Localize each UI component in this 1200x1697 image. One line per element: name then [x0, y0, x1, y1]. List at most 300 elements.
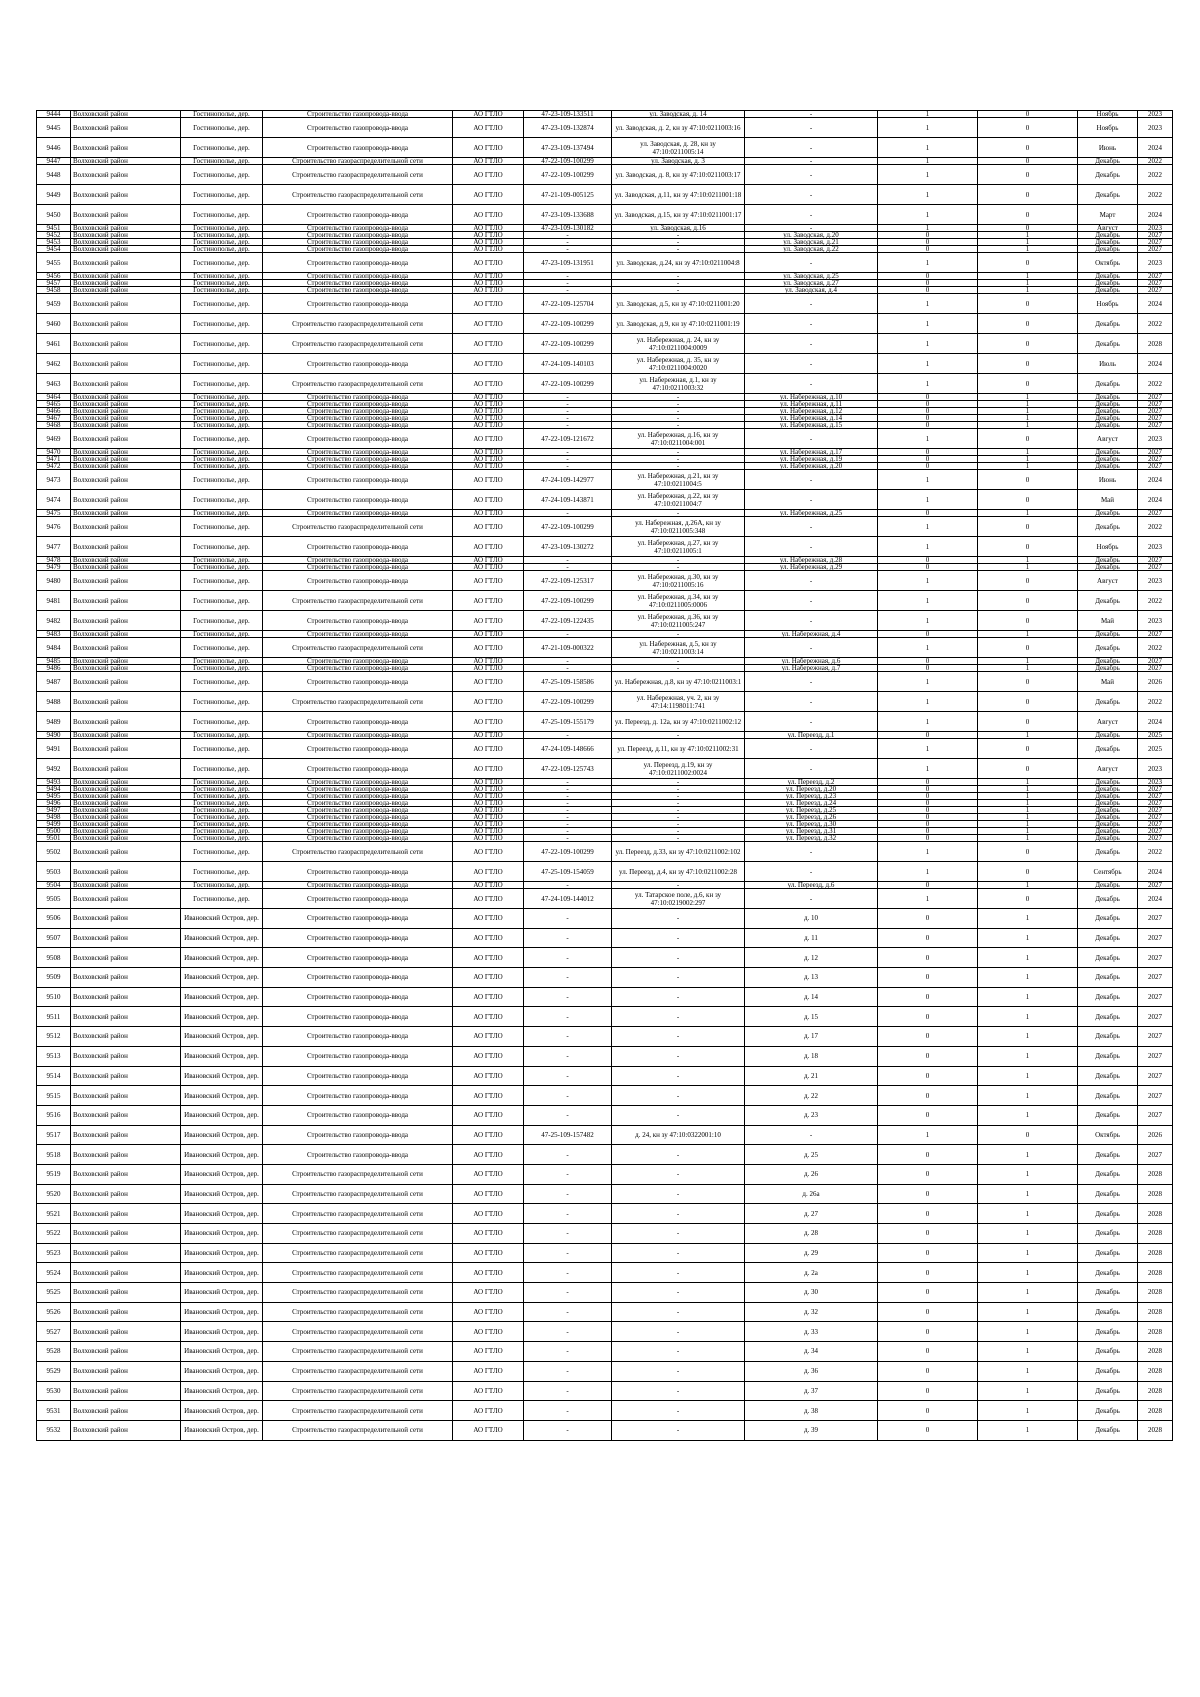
application-number-cell: 47-22-109-100299 [524, 517, 612, 537]
application-number-cell: - [524, 1263, 612, 1283]
month-cell: Декабрь [1078, 1381, 1138, 1401]
planned-address-cell: - [745, 253, 878, 273]
row-number: 9476 [37, 517, 71, 537]
settlement-cell: Гостинополье, дер. [181, 537, 263, 557]
address-cell: - [612, 1283, 745, 1303]
month-cell: Декабрь [1078, 928, 1138, 948]
count-a-cell: 0 [878, 909, 978, 929]
month-cell: Ноябрь [1078, 537, 1138, 557]
district-cell: Волховский район [71, 882, 181, 889]
work-type-cell: Строительство газопровода-ввода [263, 611, 453, 631]
application-number-cell: 47-25-109-155179 [524, 712, 612, 732]
application-number-cell: - [524, 882, 612, 889]
work-type-cell: Строительство газопровода-ввода [263, 232, 453, 239]
count-b-cell: 1 [978, 732, 1078, 739]
table-row [37, 779, 1173, 786]
month-cell: Декабрь [1078, 1007, 1138, 1027]
year-cell: 2027 [1138, 246, 1173, 253]
planned-address-cell: - [745, 470, 878, 490]
application-number-cell: 47-22-109-100299 [524, 334, 612, 354]
row-number: 9525 [37, 1283, 71, 1303]
settlement-cell: Гостинополье, дер. [181, 800, 263, 807]
settlement-cell: Ивановский Остров, дер. [181, 1342, 263, 1362]
count-a-cell: 1 [878, 225, 978, 232]
table-row [37, 415, 1173, 422]
operator-cell: АО ГТЛО [453, 779, 524, 786]
count-b-cell: 1 [978, 987, 1078, 1007]
settlement-cell: Ивановский Остров, дер. [181, 1184, 263, 1204]
planned-address-cell: д. 10 [745, 909, 878, 929]
month-cell: Декабрь [1078, 828, 1138, 835]
work-type-cell: Строительство газопровода-ввода [263, 779, 453, 786]
application-number-cell: - [524, 287, 612, 294]
planned-address-cell: д. 26а [745, 1184, 878, 1204]
year-cell: 2027 [1138, 948, 1173, 968]
table-row [37, 732, 1173, 739]
application-number-cell: 47-22-109-100299 [524, 374, 612, 394]
count-b-cell: 1 [978, 408, 1078, 415]
settlement-cell: Ивановский Остров, дер. [181, 928, 263, 948]
settlement-cell: Ивановский Остров, дер. [181, 1224, 263, 1244]
table-row [37, 828, 1173, 835]
work-type-cell: Строительство газораспределительной сети [263, 158, 453, 165]
work-type-cell: Строительство газораспределительной сети [263, 1263, 453, 1283]
operator-cell: АО ГТЛО [453, 408, 524, 415]
operator-cell: АО ГТЛО [453, 1105, 524, 1125]
row-number: 9524 [37, 1263, 71, 1283]
address-cell: - [612, 557, 745, 564]
year-cell: 2027 [1138, 793, 1173, 800]
address-cell: ул. Татарское поле, д.6, кн зу 47:10:0219002:297 [612, 889, 745, 909]
planned-address-cell: д. 15 [745, 1007, 878, 1027]
application-number-cell: - [524, 1420, 612, 1440]
table-row [37, 712, 1173, 732]
application-number-cell: - [524, 415, 612, 422]
settlement-cell: Ивановский Остров, дер. [181, 1283, 263, 1303]
district-cell: Волховский район [71, 415, 181, 422]
count-b-cell: 0 [978, 739, 1078, 759]
address-cell: ул. Заводская, д.11, кн зу 47:10:0211001:18 [612, 185, 745, 205]
month-cell: Декабрь [1078, 1322, 1138, 1342]
year-cell: 2027 [1138, 422, 1173, 429]
address-cell: - [612, 1027, 745, 1047]
address-cell: - [612, 246, 745, 253]
work-type-cell: Строительство газораспределительной сети [263, 1342, 453, 1362]
district-cell: Волховский район [71, 889, 181, 909]
count-b-cell: 1 [978, 564, 1078, 571]
row-number: 9445 [37, 118, 71, 138]
month-cell: Декабрь [1078, 800, 1138, 807]
district-cell: Волховский район [71, 239, 181, 246]
operator-cell: АО ГТЛО [453, 158, 524, 165]
settlement-cell: Ивановский Остров, дер. [181, 1145, 263, 1165]
year-cell: 2024 [1138, 205, 1173, 225]
settlement-cell: Ивановский Остров, дер. [181, 1007, 263, 1027]
settlement-cell: Гостинополье, дер. [181, 665, 263, 672]
month-cell: Май [1078, 672, 1138, 692]
planned-address-cell: ул. Набережная, д.29 [745, 564, 878, 571]
work-type-cell: Строительство газораспределительной сети [263, 692, 453, 712]
planned-address-cell: - [745, 138, 878, 158]
table-row [37, 354, 1173, 374]
count-b-cell: 1 [978, 1145, 1078, 1165]
application-number-cell: - [524, 1105, 612, 1125]
planned-address-cell: - [745, 571, 878, 591]
application-number-cell: 47-22-109-100299 [524, 165, 612, 185]
year-cell: 2027 [1138, 415, 1173, 422]
year-cell: 2027 [1138, 456, 1173, 463]
count-b-cell: 0 [978, 712, 1078, 732]
month-cell: Декабрь [1078, 1046, 1138, 1066]
address-cell: - [612, 1145, 745, 1165]
table-row [37, 205, 1173, 225]
table-row [37, 786, 1173, 793]
address-cell: - [612, 1401, 745, 1421]
month-cell: Декабрь [1078, 415, 1138, 422]
row-number: 9522 [37, 1224, 71, 1244]
work-type-cell: Строительство газораспределительной сети [263, 185, 453, 205]
work-type-cell: Строительство газопровода-ввода [263, 909, 453, 929]
planned-address-cell: - [745, 672, 878, 692]
settlement-cell: Гостинополье, дер. [181, 739, 263, 759]
table-row [37, 1046, 1173, 1066]
count-b-cell: 0 [978, 354, 1078, 374]
table-row [37, 429, 1173, 449]
work-type-cell: Строительство газопровода-ввода [263, 882, 453, 889]
district-cell: Волховский район [71, 354, 181, 374]
work-type-cell: Строительство газораспределительной сети [263, 638, 453, 658]
application-number-cell: - [524, 1224, 612, 1244]
settlement-cell: Гостинополье, дер. [181, 638, 263, 658]
settlement-cell: Ивановский Остров, дер. [181, 968, 263, 988]
address-cell: ул. Заводская, д. 2, кн зу 47:10:0211003:16 [612, 118, 745, 138]
row-number: 9504 [37, 882, 71, 889]
work-type-cell: Строительство газораспределительной сети [263, 374, 453, 394]
district-cell: Волховский район [71, 1145, 181, 1165]
work-type-cell: Строительство газопровода-ввода [263, 449, 453, 456]
count-a-cell: 0 [878, 786, 978, 793]
address-cell: - [612, 665, 745, 672]
row-number: 9521 [37, 1204, 71, 1224]
row-number: 9516 [37, 1105, 71, 1125]
month-cell: Декабрь [1078, 239, 1138, 246]
address-cell: - [612, 422, 745, 429]
application-number-cell: 47-22-109-121672 [524, 429, 612, 449]
work-type-cell: Строительство газопровода-ввода [263, 928, 453, 948]
count-a-cell: 0 [878, 1361, 978, 1381]
row-number: 9500 [37, 828, 71, 835]
count-b-cell: 0 [978, 138, 1078, 158]
address-cell: ул. Набережная, д.1, кн зу 47:10:0211003:32 [612, 374, 745, 394]
row-number: 9494 [37, 786, 71, 793]
month-cell: Октябрь [1078, 253, 1138, 273]
operator-cell: АО ГТЛО [453, 422, 524, 429]
district-cell: Волховский район [71, 1086, 181, 1106]
row-number: 9452 [37, 232, 71, 239]
count-b-cell: 1 [978, 1027, 1078, 1047]
count-a-cell: 0 [878, 1204, 978, 1224]
year-cell: 2027 [1138, 1145, 1173, 1165]
planned-address-cell: ул. Заводская, д.21 [745, 239, 878, 246]
settlement-cell: Ивановский Остров, дер. [181, 1105, 263, 1125]
year-cell: 2022 [1138, 185, 1173, 205]
row-number: 9468 [37, 422, 71, 429]
count-b-cell: 1 [978, 273, 1078, 280]
count-b-cell: 1 [978, 1204, 1078, 1224]
year-cell: 2022 [1138, 638, 1173, 658]
table-row [37, 814, 1173, 821]
work-type-cell: Строительство газопровода-ввода [263, 294, 453, 314]
work-type-cell: Строительство газопровода-ввода [263, 118, 453, 138]
operator-cell: АО ГТЛО [453, 759, 524, 779]
settlement-cell: Ивановский Остров, дер. [181, 1243, 263, 1263]
settlement-cell: Гостинополье, дер. [181, 517, 263, 537]
count-a-cell: 0 [878, 287, 978, 294]
table-row [37, 835, 1173, 842]
month-cell: Декабрь [1078, 422, 1138, 429]
work-type-cell: Строительство газопровода-ввода [263, 800, 453, 807]
year-cell: 2024 [1138, 490, 1173, 510]
planned-address-cell: - [745, 611, 878, 631]
count-b-cell: 1 [978, 1243, 1078, 1263]
planned-address-cell: д. 11 [745, 928, 878, 948]
count-a-cell: 1 [878, 138, 978, 158]
table-row [37, 1342, 1173, 1362]
month-cell: Май [1078, 611, 1138, 631]
table-row [37, 287, 1173, 294]
application-number-cell: - [524, 658, 612, 665]
table-row [37, 564, 1173, 571]
year-cell: 2027 [1138, 557, 1173, 564]
operator-cell: АО ГТЛО [453, 205, 524, 225]
count-a-cell: 0 [878, 1381, 978, 1401]
application-number-cell: - [524, 564, 612, 571]
year-cell: 2022 [1138, 165, 1173, 185]
count-b-cell: 0 [978, 158, 1078, 165]
work-type-cell: Строительство газопровода-ввода [263, 463, 453, 470]
year-cell: 2023 [1138, 537, 1173, 557]
count-b-cell: 0 [978, 591, 1078, 611]
planned-address-cell: - [745, 759, 878, 779]
settlement-cell: Гостинополье, дер. [181, 165, 263, 185]
settlement-cell: Гостинополье, дер. [181, 732, 263, 739]
planned-address-cell: - [745, 205, 878, 225]
settlement-cell: Гостинополье, дер. [181, 185, 263, 205]
address-cell: ул. Переезд, д.19, кн зу 47:10:0211002:0024 [612, 759, 745, 779]
year-cell: 2027 [1138, 786, 1173, 793]
operator-cell: АО ГТЛО [453, 611, 524, 631]
address-cell: - [612, 1046, 745, 1066]
address-cell: ул. Набережная, д.26А, кн зу 47:10:0211005:348 [612, 517, 745, 537]
count-a-cell: 1 [878, 111, 978, 118]
count-a-cell: 0 [878, 239, 978, 246]
table-row [37, 1105, 1173, 1125]
planned-address-cell: д. 18 [745, 1046, 878, 1066]
planned-address-cell: д. 36 [745, 1361, 878, 1381]
count-b-cell: 1 [978, 814, 1078, 821]
operator-cell: АО ГТЛО [453, 557, 524, 564]
address-cell: ул. Заводская, д. 14 [612, 111, 745, 118]
operator-cell: АО ГТЛО [453, 294, 524, 314]
operator-cell: АО ГТЛО [453, 1086, 524, 1106]
planned-address-cell: - [745, 712, 878, 732]
count-b-cell: 0 [978, 294, 1078, 314]
planned-address-cell: - [745, 517, 878, 537]
year-cell: 2027 [1138, 1007, 1173, 1027]
count-a-cell: 1 [878, 253, 978, 273]
month-cell: Декабрь [1078, 591, 1138, 611]
address-cell: - [612, 882, 745, 889]
district-cell: Волховский район [71, 591, 181, 611]
settlement-cell: Гостинополье, дер. [181, 712, 263, 732]
table-row [37, 1086, 1173, 1106]
month-cell: Декабрь [1078, 882, 1138, 889]
table-row [37, 422, 1173, 429]
year-cell: 2027 [1138, 564, 1173, 571]
month-cell: Декабрь [1078, 557, 1138, 564]
count-b-cell: 1 [978, 463, 1078, 470]
operator-cell: АО ГТЛО [453, 800, 524, 807]
count-b-cell: 1 [978, 1086, 1078, 1106]
operator-cell: АО ГТЛО [453, 889, 524, 909]
district-cell: Волховский район [71, 793, 181, 800]
row-number: 9498 [37, 814, 71, 821]
row-number: 9490 [37, 732, 71, 739]
work-type-cell: Строительство газопровода-ввода [263, 246, 453, 253]
district-cell: Волховский район [71, 158, 181, 165]
month-cell: Декабрь [1078, 1302, 1138, 1322]
application-number-cell: 47-21-109-005125 [524, 185, 612, 205]
address-cell: ул. Переезд, д.11, кн зу 47:10:0211002:31 [612, 739, 745, 759]
month-cell: Декабрь [1078, 449, 1138, 456]
year-cell: 2027 [1138, 800, 1173, 807]
work-type-cell: Строительство газопровода-ввода [263, 968, 453, 988]
application-number-cell: - [524, 1027, 612, 1047]
month-cell: Декабрь [1078, 280, 1138, 287]
table-row [37, 1263, 1173, 1283]
count-b-cell: 1 [978, 1066, 1078, 1086]
address-cell: ул. Набережная, уч. 2, кн зу 47:14:1198011:741 [612, 692, 745, 712]
month-cell: Декабрь [1078, 1283, 1138, 1303]
count-b-cell: 1 [978, 394, 1078, 401]
row-number: 9449 [37, 185, 71, 205]
operator-cell: АО ГТЛО [453, 638, 524, 658]
count-a-cell: 0 [878, 1420, 978, 1440]
month-cell: Декабрь [1078, 948, 1138, 968]
district-cell: Волховский район [71, 1322, 181, 1342]
settlement-cell: Гостинополье, дер. [181, 374, 263, 394]
table-row [37, 1381, 1173, 1401]
work-type-cell: Строительство газопровода-ввода [263, 1125, 453, 1145]
table-row [37, 463, 1173, 470]
table-row [37, 232, 1173, 239]
settlement-cell: Гостинополье, дер. [181, 470, 263, 490]
row-number: 9455 [37, 253, 71, 273]
address-cell: - [612, 1302, 745, 1322]
address-cell: ул. Набережная, д.16, кн зу 47:10:0211004:001 [612, 429, 745, 449]
year-cell: 2027 [1138, 232, 1173, 239]
count-a-cell: 1 [878, 537, 978, 557]
district-cell: Волховский район [71, 449, 181, 456]
work-type-cell: Строительство газопровода-ввода [263, 828, 453, 835]
count-a-cell: 0 [878, 732, 978, 739]
row-number: 9529 [37, 1361, 71, 1381]
work-type-cell: Строительство газопровода-ввода [263, 557, 453, 564]
settlement-cell: Гостинополье, дер. [181, 828, 263, 835]
work-type-cell: Строительство газопровода-ввода [263, 1066, 453, 1086]
count-a-cell: 1 [878, 889, 978, 909]
work-type-cell: Строительство газораспределительной сети [263, 1381, 453, 1401]
year-cell: 2024 [1138, 294, 1173, 314]
count-a-cell: 1 [878, 591, 978, 611]
row-number: 9523 [37, 1243, 71, 1263]
work-type-cell: Строительство газопровода-ввода [263, 712, 453, 732]
settlement-cell: Гостинополье, дер. [181, 889, 263, 909]
count-a-cell: 0 [878, 232, 978, 239]
planned-address-cell: ул. Переезд, д.23 [745, 793, 878, 800]
planned-address-cell: - [745, 739, 878, 759]
planned-address-cell: д. 22 [745, 1086, 878, 1106]
settlement-cell: Гостинополье, дер. [181, 118, 263, 138]
count-b-cell: 0 [978, 759, 1078, 779]
settlement-cell: Гостинополье, дер. [181, 449, 263, 456]
year-cell: 2024 [1138, 354, 1173, 374]
operator-cell: АО ГТЛО [453, 1322, 524, 1342]
planned-address-cell: - [745, 354, 878, 374]
application-number-cell: - [524, 928, 612, 948]
count-b-cell: 0 [978, 692, 1078, 712]
month-cell: Май [1078, 490, 1138, 510]
table-row [37, 842, 1173, 862]
month-cell: Декабрь [1078, 1105, 1138, 1125]
row-number: 9493 [37, 779, 71, 786]
count-a-cell: 0 [878, 1302, 978, 1322]
year-cell: 2022 [1138, 842, 1173, 862]
count-b-cell: 1 [978, 239, 1078, 246]
settlement-cell: Гостинополье, дер. [181, 158, 263, 165]
month-cell: Декабрь [1078, 1145, 1138, 1165]
count-a-cell: 0 [878, 557, 978, 564]
operator-cell: АО ГТЛО [453, 1283, 524, 1303]
year-cell: 2022 [1138, 517, 1173, 537]
year-cell: 2027 [1138, 828, 1173, 835]
month-cell: Декабрь [1078, 564, 1138, 571]
operator-cell: АО ГТЛО [453, 510, 524, 517]
settlement-cell: Гостинополье, дер. [181, 239, 263, 246]
planned-address-cell: - [745, 1125, 878, 1145]
planned-address-cell: - [745, 374, 878, 394]
count-b-cell: 1 [978, 779, 1078, 786]
district-cell: Волховский район [71, 1361, 181, 1381]
district-cell: Волховский район [71, 490, 181, 510]
month-cell: Август [1078, 712, 1138, 732]
work-type-cell: Строительство газопровода-ввода [263, 253, 453, 273]
application-number-cell: - [524, 779, 612, 786]
month-cell: Декабрь [1078, 739, 1138, 759]
work-type-cell: Строительство газопровода-ввода [263, 537, 453, 557]
work-type-cell: Строительство газораспределительной сети [263, 1401, 453, 1421]
settlement-cell: Ивановский Остров, дер. [181, 1125, 263, 1145]
row-number: 9471 [37, 456, 71, 463]
address-cell: ул. Набережная, д.21, кн зу 47:10:0211004:5 [612, 470, 745, 490]
count-b-cell: 0 [978, 1125, 1078, 1145]
month-cell: Декабрь [1078, 463, 1138, 470]
month-cell: Декабрь [1078, 232, 1138, 239]
district-cell: Волховский район [71, 253, 181, 273]
settlement-cell: Гостинополье, дер. [181, 354, 263, 374]
address-cell: ул. Переезд, д.4, кн зу 47:10:0211002:28 [612, 862, 745, 882]
work-type-cell: Строительство газопровода-ввода [263, 273, 453, 280]
